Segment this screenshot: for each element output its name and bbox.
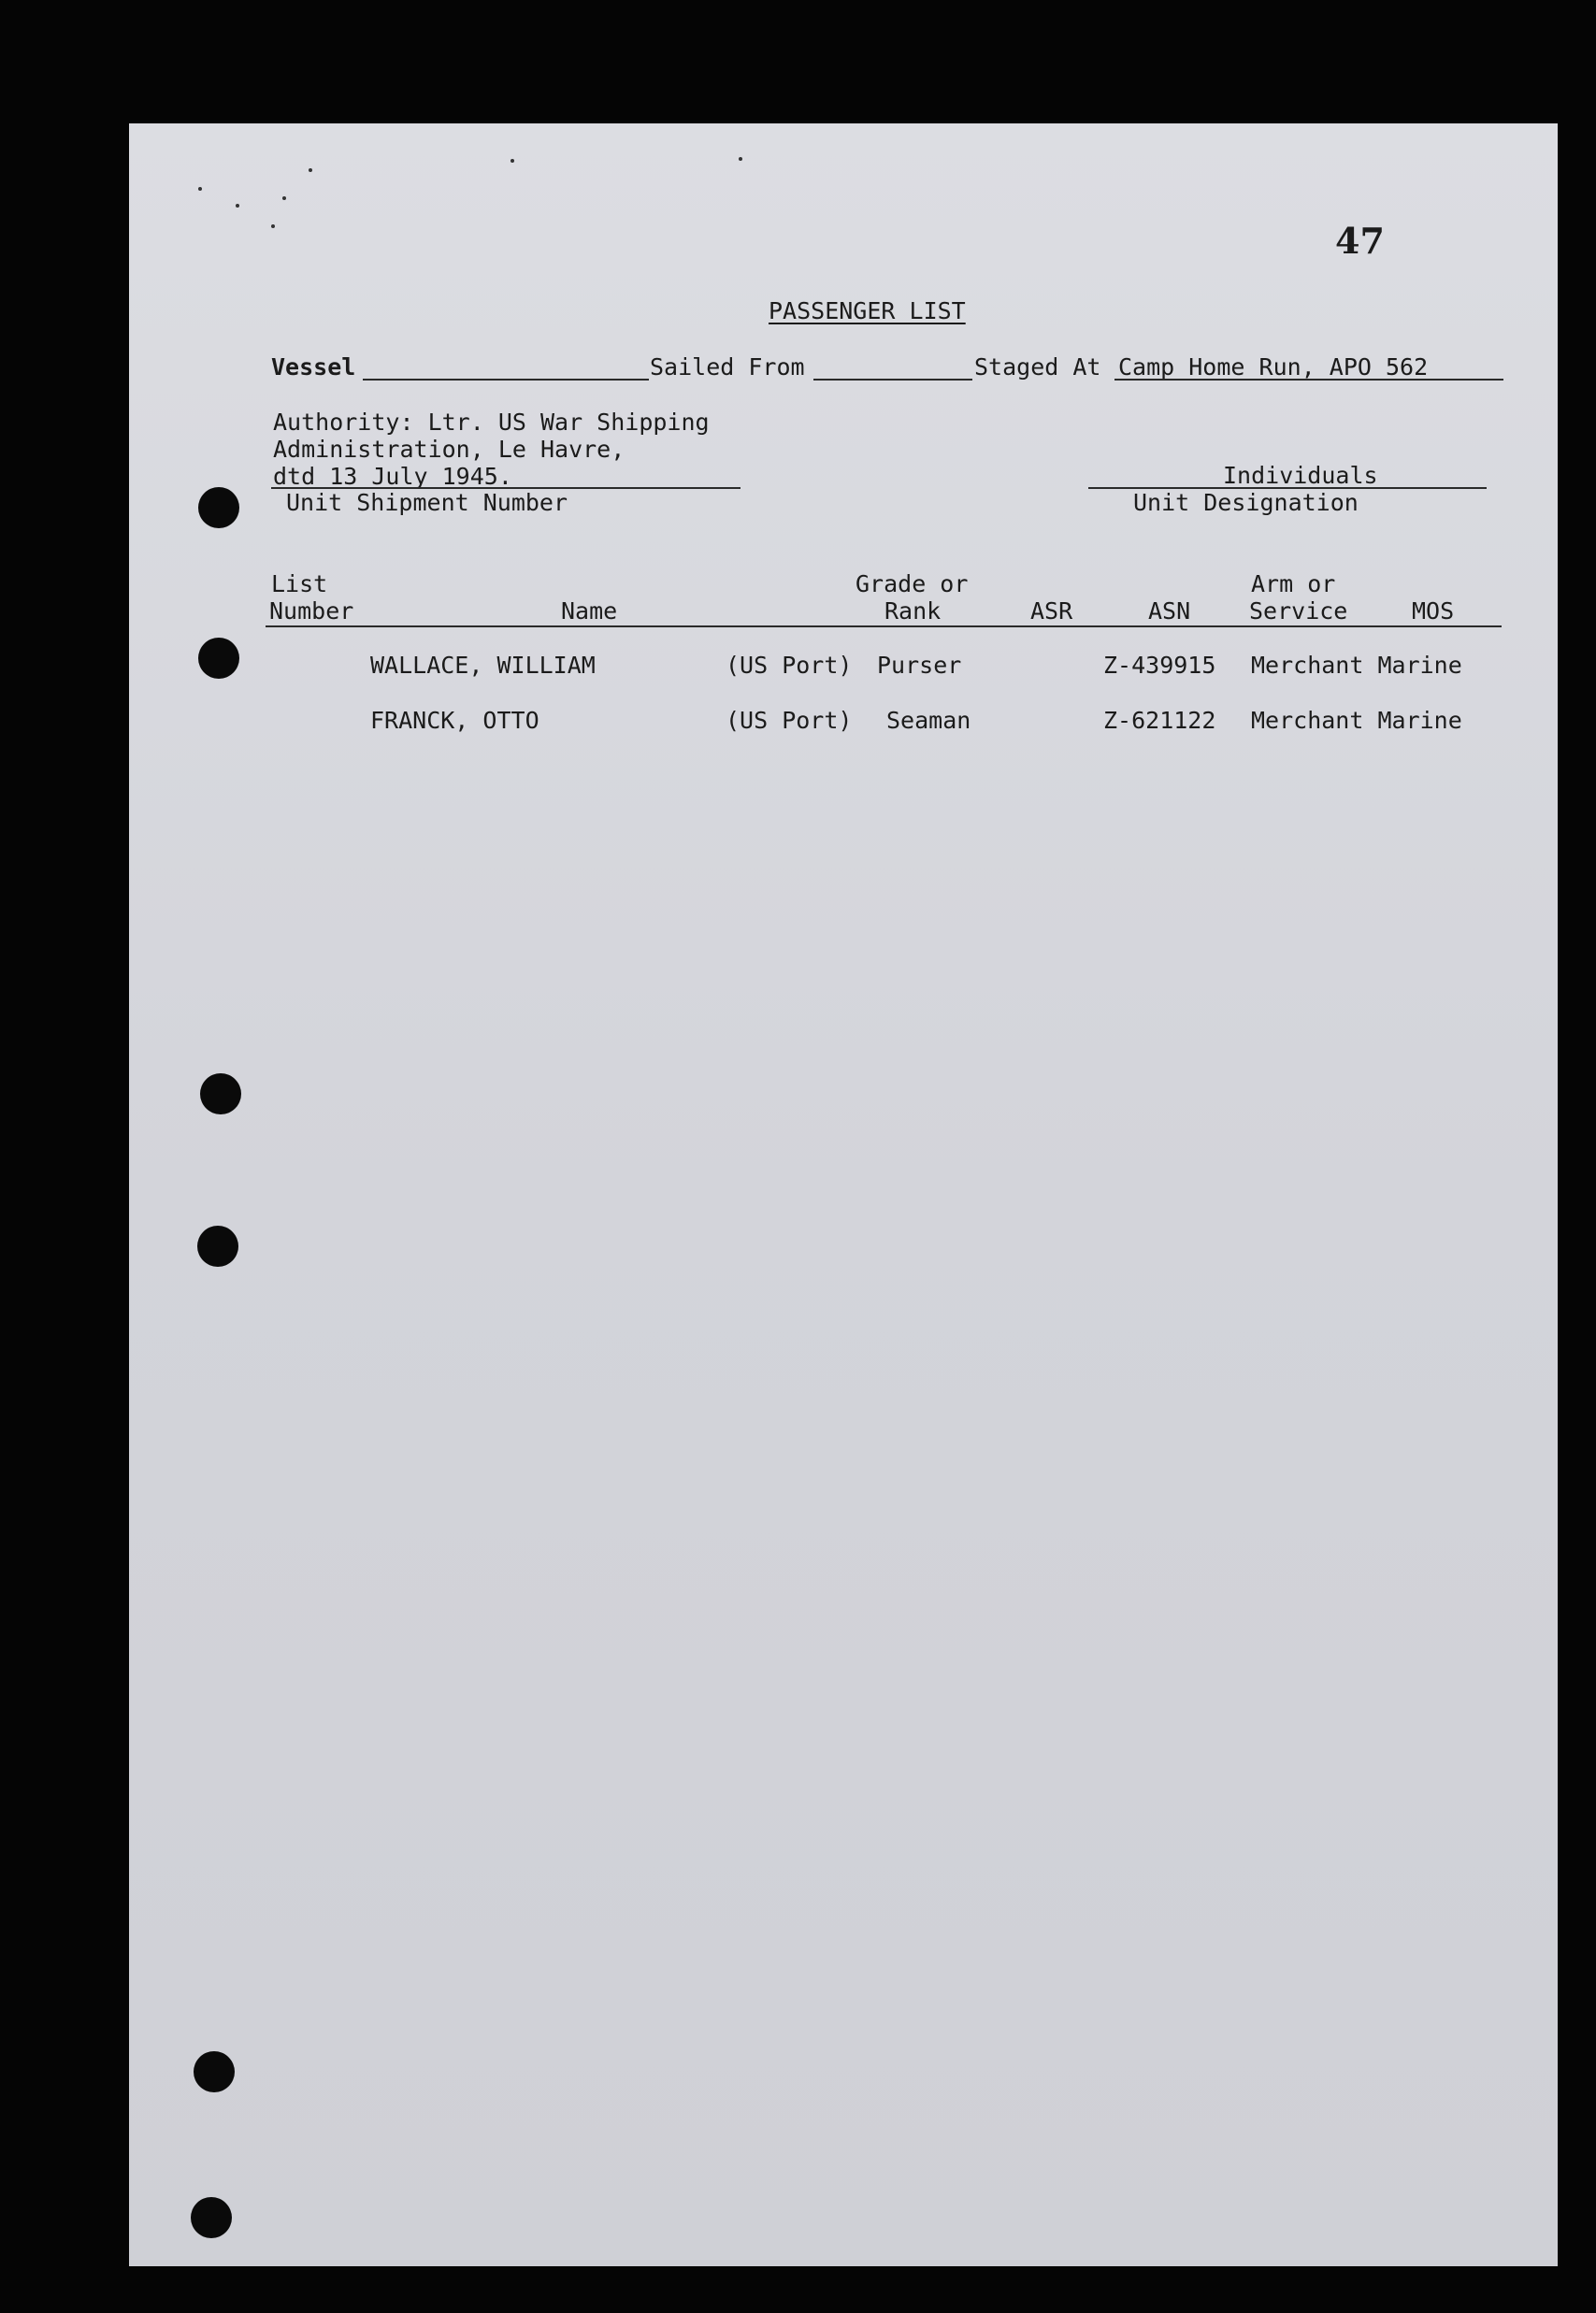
col-mos: MOS xyxy=(1412,597,1455,625)
binder-hole xyxy=(200,1073,241,1114)
binder-hole xyxy=(194,2051,235,2092)
authority-line-1: Authority: Ltr. US War Shipping xyxy=(273,409,710,436)
col-name: Name xyxy=(561,597,618,625)
col-grade-2: Rank xyxy=(884,597,942,625)
paper-speck xyxy=(510,159,514,163)
sailed-from-label: Sailed From xyxy=(650,353,805,381)
vessel-label: Vessel xyxy=(271,353,356,381)
page-title: PASSENGER LIST xyxy=(769,297,966,324)
header-rule xyxy=(266,625,1502,627)
row-1-grade: Purser xyxy=(877,652,962,679)
sailed-from-blank xyxy=(813,379,972,381)
staged-at-value: Camp Home Run, APO 562 xyxy=(1118,353,1429,381)
row-2-note: (US Port) xyxy=(726,707,853,734)
paper-speck xyxy=(198,187,202,191)
col-list-number-1: List xyxy=(271,570,328,597)
row-2-asn: Z-621122 xyxy=(1103,707,1216,734)
col-arm-1: Arm or xyxy=(1251,570,1336,597)
paper-speck xyxy=(236,204,239,208)
row-1-asn: Z-439915 xyxy=(1103,652,1216,679)
col-list-number-2: Number xyxy=(269,597,354,625)
binder-hole xyxy=(191,2197,232,2238)
paper-speck xyxy=(309,168,312,172)
row-2-name: FRANCK, OTTO xyxy=(370,707,539,734)
binder-hole xyxy=(198,487,239,528)
paper-speck xyxy=(271,224,275,228)
staged-at-label: Staged At xyxy=(974,353,1101,381)
authority-line-3: dtd 13 July 1945. xyxy=(273,463,512,490)
staged-at-line xyxy=(1114,379,1503,381)
binder-hole xyxy=(198,638,239,679)
row-2-grade: Seaman xyxy=(886,707,971,734)
row-2-service: Merchant Marine xyxy=(1251,707,1462,734)
col-grade-1: Grade or xyxy=(856,570,969,597)
col-asn: ASN xyxy=(1148,597,1191,625)
paper-speck xyxy=(739,157,742,161)
authority-line-2: Administration, Le Havre, xyxy=(273,436,625,463)
row-1-name: WALLACE, WILLIAM xyxy=(370,652,596,679)
binder-hole xyxy=(197,1226,238,1267)
unit-shipment-caption: Unit Shipment Number xyxy=(286,489,568,516)
col-arm-2: Service xyxy=(1249,597,1348,625)
row-1-note: (US Port) xyxy=(726,652,853,679)
row-1-service: Merchant Marine xyxy=(1251,652,1462,679)
paper-speck xyxy=(282,196,286,200)
page-number: 47 xyxy=(1335,220,1385,262)
unit-designation-value: Individuals xyxy=(1223,462,1378,489)
col-asr: ASR xyxy=(1030,597,1073,625)
unit-designation-caption: Unit Designation xyxy=(1133,489,1359,516)
vessel-blank xyxy=(363,379,649,381)
